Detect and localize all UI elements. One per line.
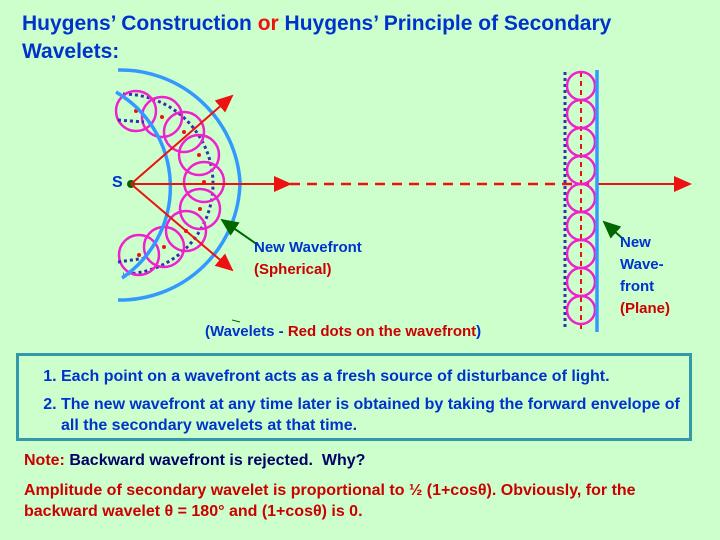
note-text: Backward wavefront is rejected. Why? xyxy=(64,452,366,469)
wavelets-rest: Red dots on the wavefront xyxy=(287,323,477,340)
principle-points-box xyxy=(16,353,692,441)
spherical-label-line2: (Spherical) xyxy=(254,261,332,278)
wavelets-close-paren: ) xyxy=(476,323,482,340)
title-part2: Huygens’ Principle of Secondary Wavelets: xyxy=(22,12,612,63)
wavelets-word: Wavelets xyxy=(210,323,275,340)
amplitude-explanation: Amplitude of secondary wavelet is proportional to ½ (1+cosθ). Obviously, for the backward wavelet θ = 180° and (1+cosθ) is 0. xyxy=(24,482,636,520)
old-wavefront-stub-top xyxy=(118,120,144,122)
plane-label-line2: Wave- xyxy=(620,256,664,273)
note-label: Note: xyxy=(24,452,65,469)
wavelets-label xyxy=(205,321,481,343)
wavelets-open-paren: ( xyxy=(205,323,210,340)
source-label: S xyxy=(112,174,123,191)
principle-point: 2. The new wavefront at any time later is obtained by taking the forward envelope of all the secondary wavelets at that time. xyxy=(61,394,689,436)
spherical-wavefront-label xyxy=(254,237,362,281)
plane-label-line1: New xyxy=(620,234,651,251)
plane-label-line4: (Plane) xyxy=(620,300,671,317)
spherical-label-line1: New Wavefront xyxy=(254,239,362,256)
plane-label-line3: front xyxy=(620,278,655,295)
plane-wavefront-label xyxy=(620,232,710,320)
title-or: or xyxy=(257,12,279,35)
principle-point: 1. Each point on a wavefront acts as a fresh source of disturbance of light. xyxy=(61,366,689,387)
principle-points-list xyxy=(19,366,689,436)
note-line xyxy=(24,451,365,471)
wavelets-dash: - xyxy=(274,323,288,340)
title-part1: Huygens’ Construction xyxy=(22,12,252,35)
